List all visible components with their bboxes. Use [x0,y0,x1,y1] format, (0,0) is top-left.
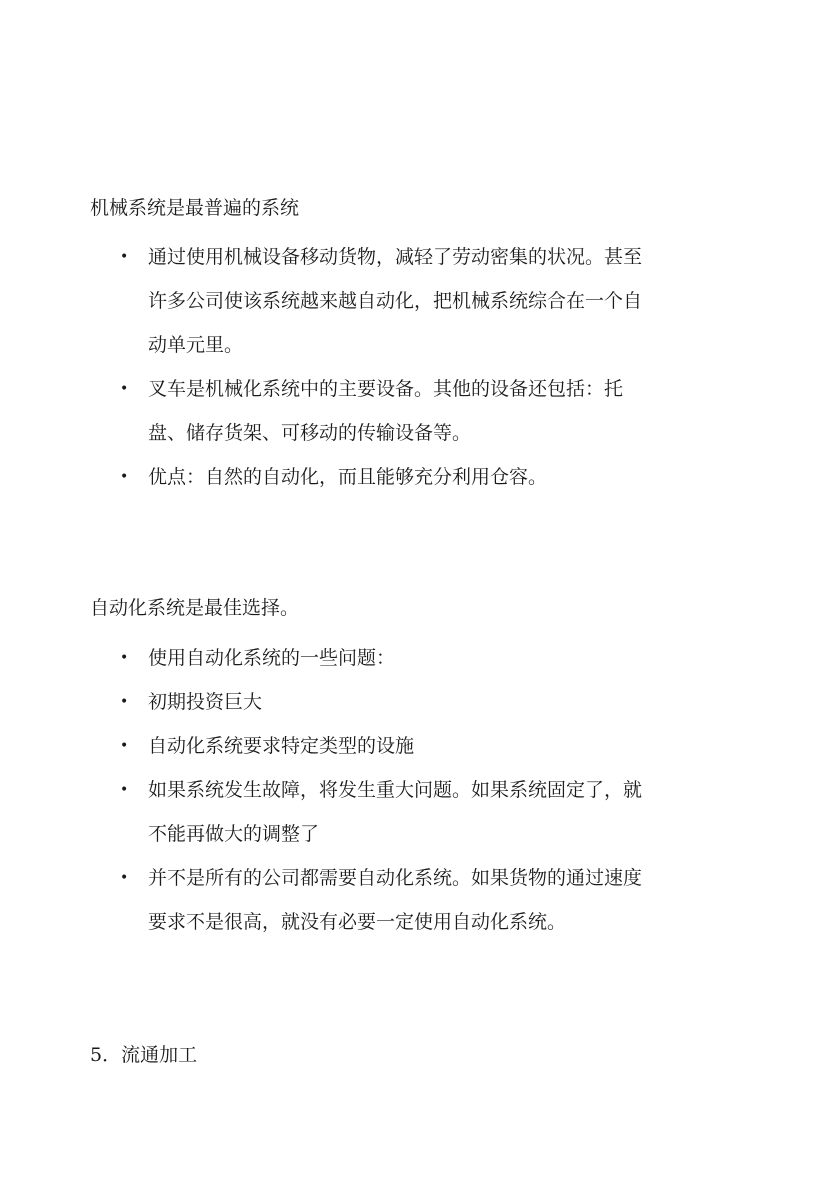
bullet-icon: • [120,870,129,886]
list-item [120,856,660,944]
section-heading-automated-system: 自动化系统是最佳选择。 [90,597,300,619]
section-heading-distribution-processing: 5．流通加工 [90,1044,198,1066]
list-item [120,680,660,724]
mechanical-system-bullet-list [120,235,660,499]
bullet-icon: • [120,381,129,397]
bullet-text: 如果系统发生故障，将发生重大问题。如果系统固定了，就不能再做大的调整了 [148,779,643,845]
bullet-icon: • [120,249,129,265]
list-item [120,367,660,455]
list-item [120,455,660,499]
automated-system-bullet-list [120,636,660,944]
bullet-icon: • [120,469,129,485]
bullet-text: 使用自动化系统的一些问题： [148,647,396,669]
bullet-text: 优点：自然的自动化，而且能够充分利用仓容。 [148,466,548,488]
section-heading-mechanical-system: 机械系统是最普遍的系统 [90,197,300,219]
list-item [120,235,660,367]
list-item [120,724,660,768]
bullet-text: 通过使用机械设备移动货物，减轻了劳动密集的状况。甚至许多公司使该系统越来越自动化，把机械系统综合在一个自动单元里。 [148,246,643,356]
list-item [120,636,660,680]
bullet-text: 并不是所有的公司都需要自动化系统。如果货物的通过速度要求不是很高，就没有必要一定使用自动化系统。 [148,867,643,933]
bullet-icon: • [120,694,129,710]
bullet-text: 自动化系统要求特定类型的设施 [148,735,415,757]
list-item [120,768,660,856]
bullet-icon: • [120,738,129,754]
bullet-text: 初期投资巨大 [148,691,263,713]
bullet-text: 叉车是机械化系统中的主要设备。其他的设备还包括：托盘、储存货架、可移动的传输设备等。 [148,378,624,444]
bullet-icon: • [120,650,129,666]
bullet-icon: • [120,782,129,798]
